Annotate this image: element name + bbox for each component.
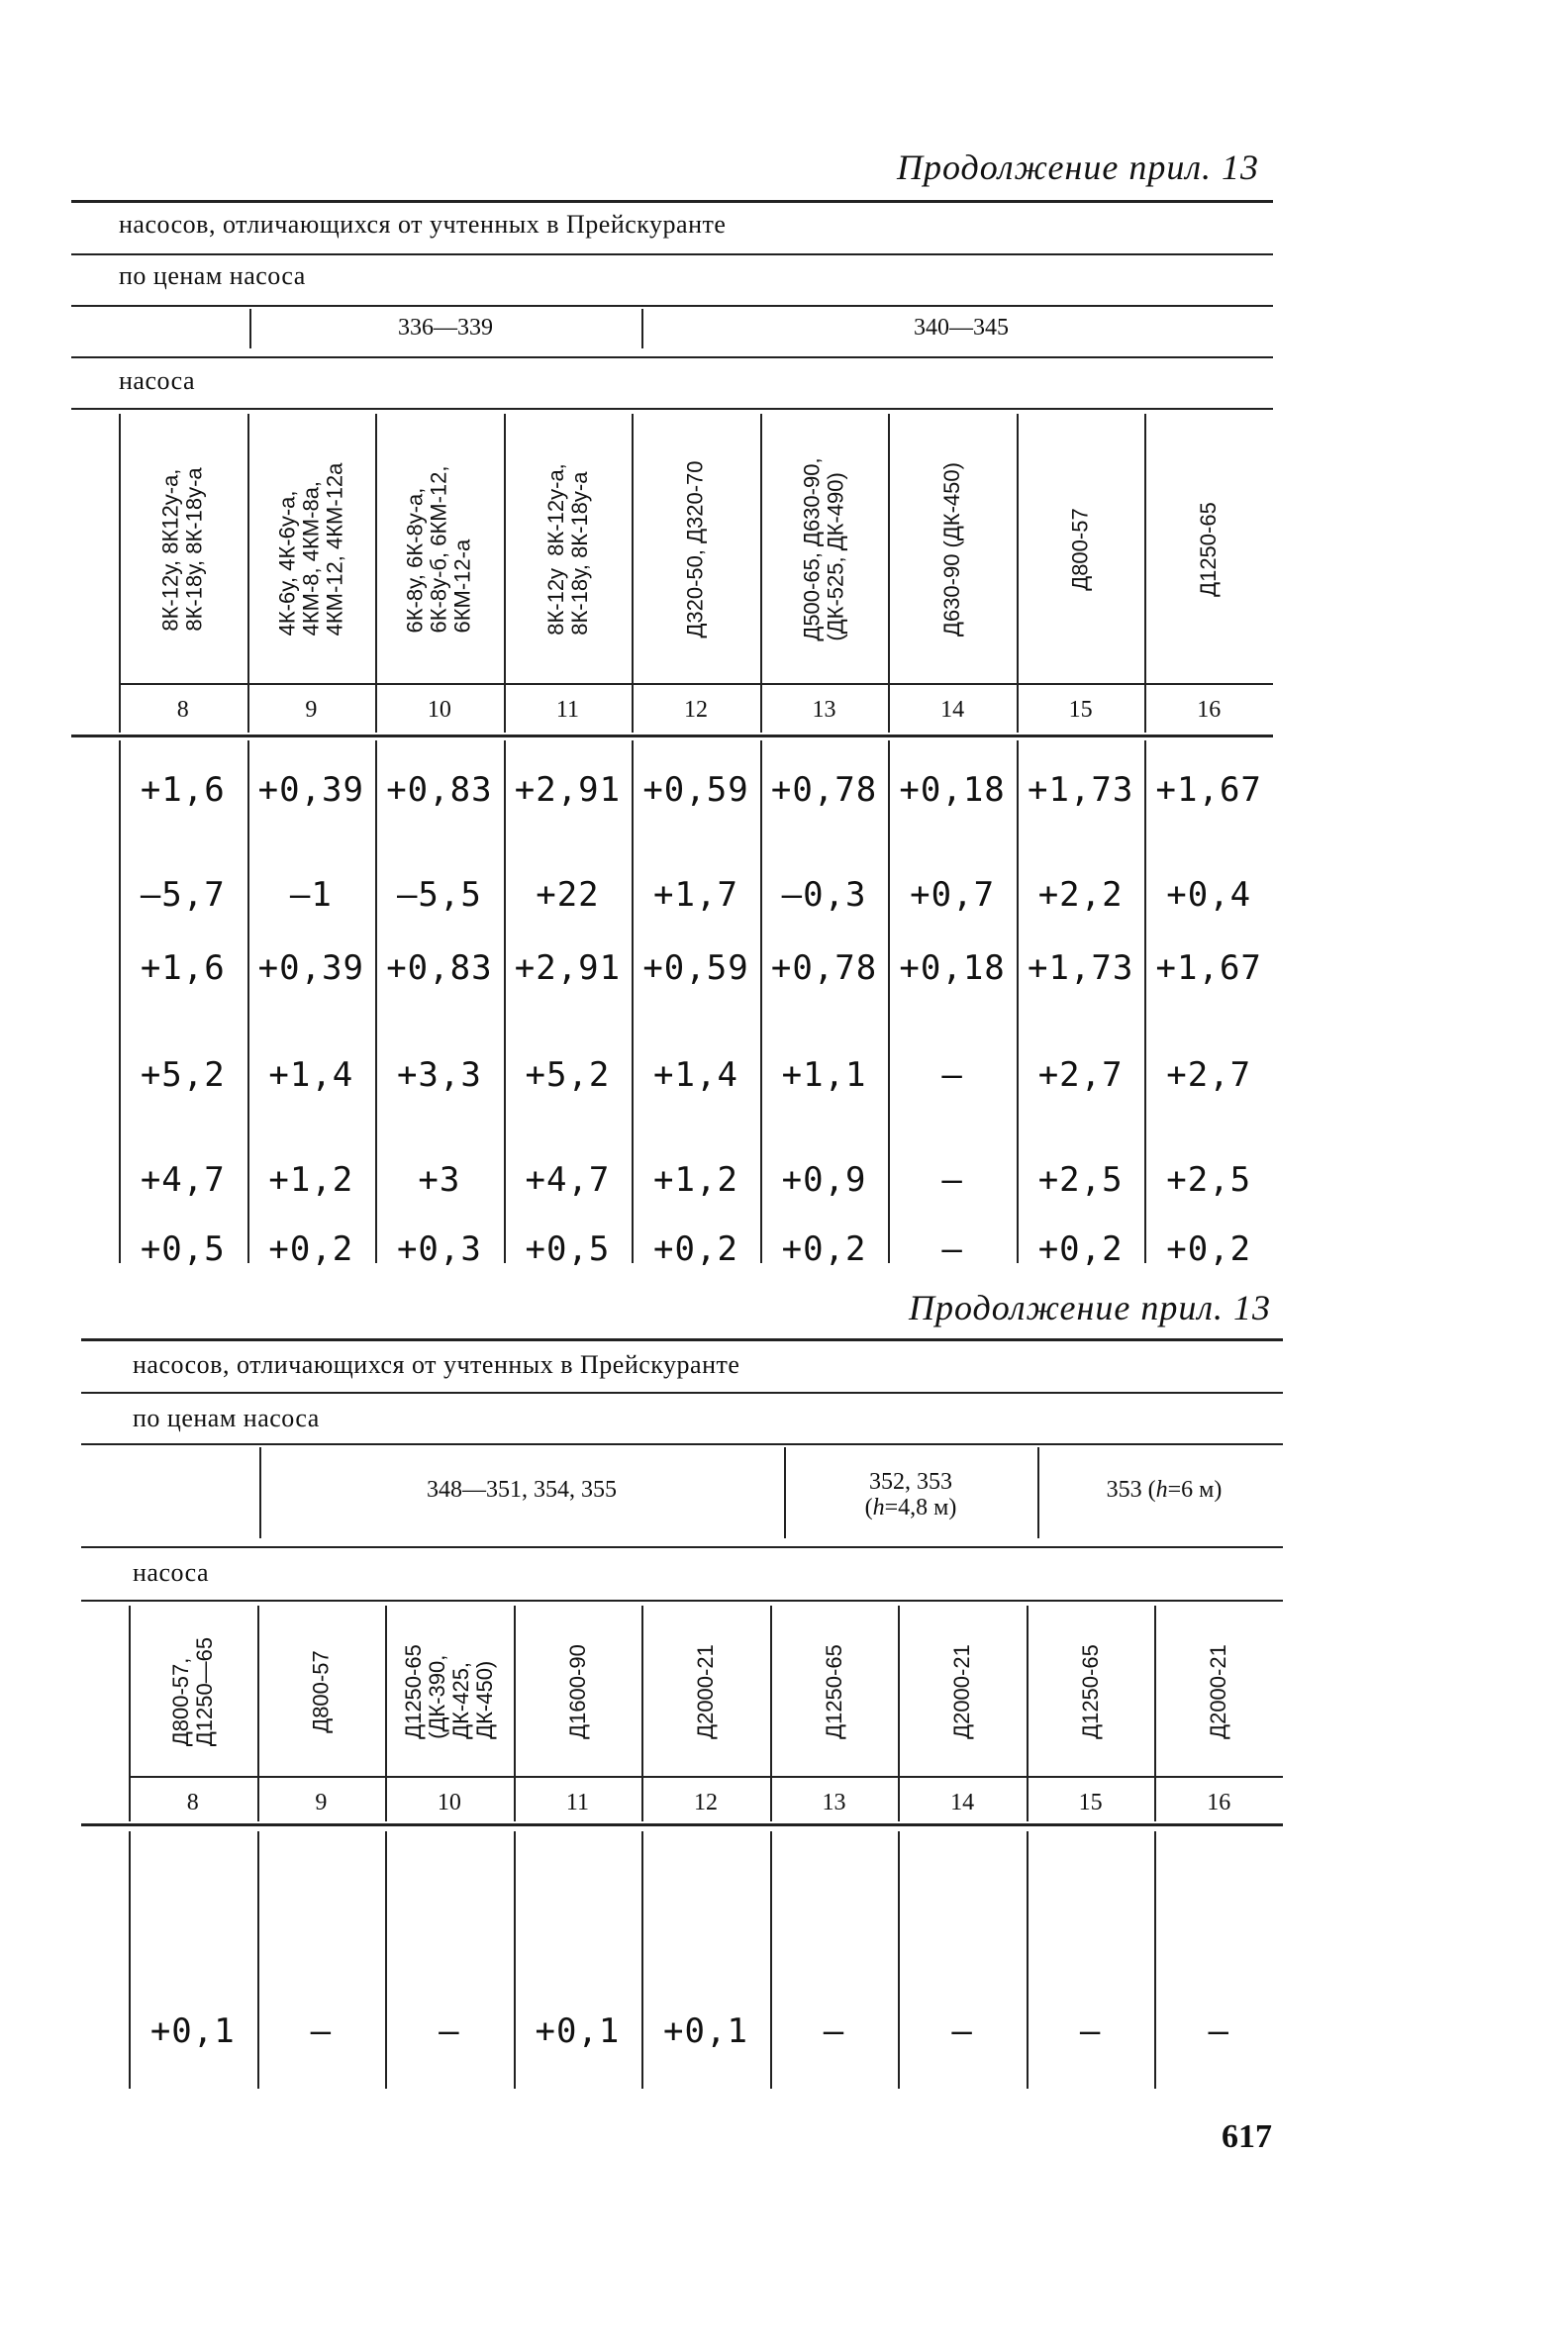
column-header-name: Д800-57, Д1250—65 <box>167 1636 217 1747</box>
column-header-name: Д2000-21 <box>949 1644 975 1739</box>
column-header-name: Д2000-21 <box>692 1644 718 1739</box>
column-header-name: Д1250-65 <box>1077 1644 1103 1739</box>
column-number: 8 <box>176 697 189 723</box>
column-number: 9 <box>315 1790 328 1815</box>
column-header-name: Д1250-65 <box>821 1644 846 1739</box>
table-rule <box>71 408 1273 410</box>
column-number: 11 <box>565 1790 589 1815</box>
column-number: 10 <box>437 1790 461 1815</box>
table-rule <box>71 253 1273 255</box>
table-cell: — <box>1079 2011 1102 2051</box>
group-divider <box>259 1447 261 1538</box>
table-cell: —5,7 <box>140 875 226 915</box>
column-number: 9 <box>305 697 318 723</box>
column-header-name: Д800-57 <box>1067 508 1093 591</box>
header-row-pump-2: насоса <box>133 1558 210 1587</box>
table-cell: +0,83 <box>386 770 493 810</box>
table-cell: +2,5 <box>1166 1160 1252 1200</box>
column-number: 15 <box>1068 697 1093 723</box>
column-number: 14 <box>940 697 965 723</box>
continuation-title: Продолжение прил. 13 <box>897 147 1260 187</box>
table-rule <box>119 683 1273 685</box>
table-cell: +0,2 <box>1166 1229 1252 1269</box>
table-rule <box>71 305 1273 307</box>
group-divider <box>641 309 643 348</box>
table-rule <box>129 1776 1283 1778</box>
table-cell: +3,3 <box>396 1055 482 1095</box>
table-cell: — <box>951 2011 973 2051</box>
table-cell: +4,7 <box>525 1160 611 1200</box>
table-cell: +1,73 <box>1027 770 1134 810</box>
table-cell: +22 <box>536 875 600 915</box>
table-cell: +0,5 <box>140 1229 226 1269</box>
table-cell: +1,4 <box>653 1055 738 1095</box>
table-cell: +0,9 <box>781 1160 867 1200</box>
column-header-name: Д2000-21 <box>1206 1644 1231 1739</box>
table-cell: — <box>941 1160 963 1200</box>
group-divider <box>1037 1447 1039 1538</box>
table-rule <box>81 1546 1283 1548</box>
column-number: 11 <box>555 697 579 723</box>
table-cell: +0,7 <box>910 875 996 915</box>
column-header-name: 6К-8у, 6К-8у-а, 6К-8у-б, 6КМ-12, 6КМ-12-а <box>402 465 475 634</box>
table-cell: +1,67 <box>1155 948 1262 988</box>
continuation-title-2: Продолжение прил. 13 <box>909 1288 1272 1327</box>
header-row-pumps: насосов, отличающихся от учтенных в Прейскуранте <box>119 210 727 239</box>
column-header-name: 8К-12у 8К-12у-а, 8К-18у, 8К-18у-а <box>542 463 592 636</box>
table-cell: +0,2 <box>268 1229 354 1269</box>
table-rule <box>81 1338 1283 1341</box>
table-cell: — <box>941 1229 963 1269</box>
table-cell: +0,2 <box>1037 1229 1124 1269</box>
table-cell: —1 <box>289 875 333 915</box>
table-cell: +0,5 <box>525 1229 611 1269</box>
table-cell: —0,3 <box>781 875 867 915</box>
column-header-name: Д1250-65 <box>1196 502 1222 597</box>
table-cell: +2,2 <box>1037 875 1124 915</box>
table-cell: +0,1 <box>149 2011 236 2051</box>
table-rule <box>81 1823 1283 1826</box>
table-rule <box>81 1443 1283 1445</box>
header-row-prices-2: по ценам насоса <box>133 1404 320 1432</box>
group-divider <box>784 1447 786 1538</box>
column-number: 16 <box>1197 697 1222 723</box>
table-cell: +0,2 <box>781 1229 867 1269</box>
table-cell: — <box>310 2011 333 2051</box>
table-cell: +1,1 <box>781 1055 867 1095</box>
column-header-name: Д1250-65 (ДК-390, ДК-425, ДК-450) <box>400 1644 497 1739</box>
table-cell: +2,91 <box>514 948 622 988</box>
table-cell: —5,5 <box>396 875 482 915</box>
header-row-prices: по ценам насоса <box>119 261 306 290</box>
table-cell: +1,2 <box>653 1160 738 1200</box>
table-cell: +0,3 <box>396 1229 482 1269</box>
table-rule <box>81 1392 1283 1394</box>
column-number: 13 <box>812 697 836 723</box>
column-number: 12 <box>693 1790 718 1815</box>
table-cell: — <box>439 2011 460 2051</box>
table-cell: +1,6 <box>140 948 226 988</box>
table-cell: +1,73 <box>1027 948 1134 988</box>
column-number: 16 <box>1207 1790 1231 1815</box>
column-number: 14 <box>950 1790 975 1815</box>
table-cell: +2,7 <box>1037 1055 1124 1095</box>
column-number: 8 <box>186 1790 199 1815</box>
group-label-348: 348—351, 354, 355 <box>427 1477 617 1503</box>
page-number: 617 <box>1222 2118 1272 2155</box>
group-divider <box>249 309 251 348</box>
table-cell: +0,78 <box>770 948 878 988</box>
column-header-name: Д1600-90 <box>564 1644 590 1739</box>
column-header-name: 8К-12у, 8К12у-а, 8К-18у, 8К-18у-а <box>157 467 207 632</box>
column-header-name: 4К-6у, 4К-6у-а, 4КМ-8, 4КМ-8а, 4КМ-12, 4КМ-12а <box>274 462 347 637</box>
column-header-name: Д800-57 <box>308 1650 334 1733</box>
table-cell: +0,18 <box>899 770 1006 810</box>
table-cell: +1,4 <box>268 1055 354 1095</box>
group-label-352: 352, 353 (h=4,8 м) <box>864 1469 957 1520</box>
table-cell: +0,1 <box>535 2011 621 2051</box>
column-number: 12 <box>683 697 708 723</box>
column-number: 13 <box>822 1790 846 1815</box>
table-cell: — <box>823 2011 845 2051</box>
column-header-name: Д630-90 (ДК-450) <box>939 462 965 637</box>
table-cell: +4,7 <box>140 1160 226 1200</box>
table-cell: +0,39 <box>257 770 364 810</box>
header-row-pump: насоса <box>119 366 196 395</box>
column-header-name: Д500-65, Д630-90, (ДК-525, ДК-490) <box>799 457 848 641</box>
group-label-353: 353 (h=6 м) <box>1106 1477 1223 1503</box>
group-label-336: 336—339 <box>398 315 493 341</box>
table-cell: +5,2 <box>140 1055 226 1095</box>
table-cell: +0,2 <box>653 1229 738 1269</box>
table-cell: +5,2 <box>525 1055 611 1095</box>
table-cell: +0,59 <box>642 770 749 810</box>
table-cell: — <box>941 1055 963 1095</box>
table-cell: +0,18 <box>899 948 1006 988</box>
table-rule <box>71 735 1273 737</box>
column-number: 10 <box>427 697 451 723</box>
table-cell: +0,83 <box>386 948 493 988</box>
table-rule <box>71 200 1273 203</box>
header-row-pumps-2: насосов, отличающихся от учтенных в Прейскуранте <box>133 1350 740 1379</box>
table-cell: +2,91 <box>514 770 622 810</box>
table-cell: +1,2 <box>268 1160 354 1200</box>
table-rule <box>81 1600 1283 1602</box>
table-cell: +0,39 <box>257 948 364 988</box>
table-cell: +3 <box>418 1160 461 1200</box>
table-cell: +1,7 <box>653 875 738 915</box>
table-cell: +2,5 <box>1037 1160 1124 1200</box>
table-cell: +0,4 <box>1166 875 1252 915</box>
table-cell: +0,78 <box>770 770 878 810</box>
table-cell: +0,59 <box>642 948 749 988</box>
table-cell: +1,67 <box>1155 770 1262 810</box>
table-cell: +0,1 <box>663 2011 748 2051</box>
table-cell: +1,6 <box>140 770 226 810</box>
column-header-name: Д320-50, Д320-70 <box>683 460 708 638</box>
table-cell: +2,7 <box>1166 1055 1252 1095</box>
table-rule <box>71 356 1273 358</box>
column-number: 15 <box>1078 1790 1103 1815</box>
table-cell: — <box>1208 2011 1229 2051</box>
group-label-340: 340—345 <box>914 315 1009 341</box>
